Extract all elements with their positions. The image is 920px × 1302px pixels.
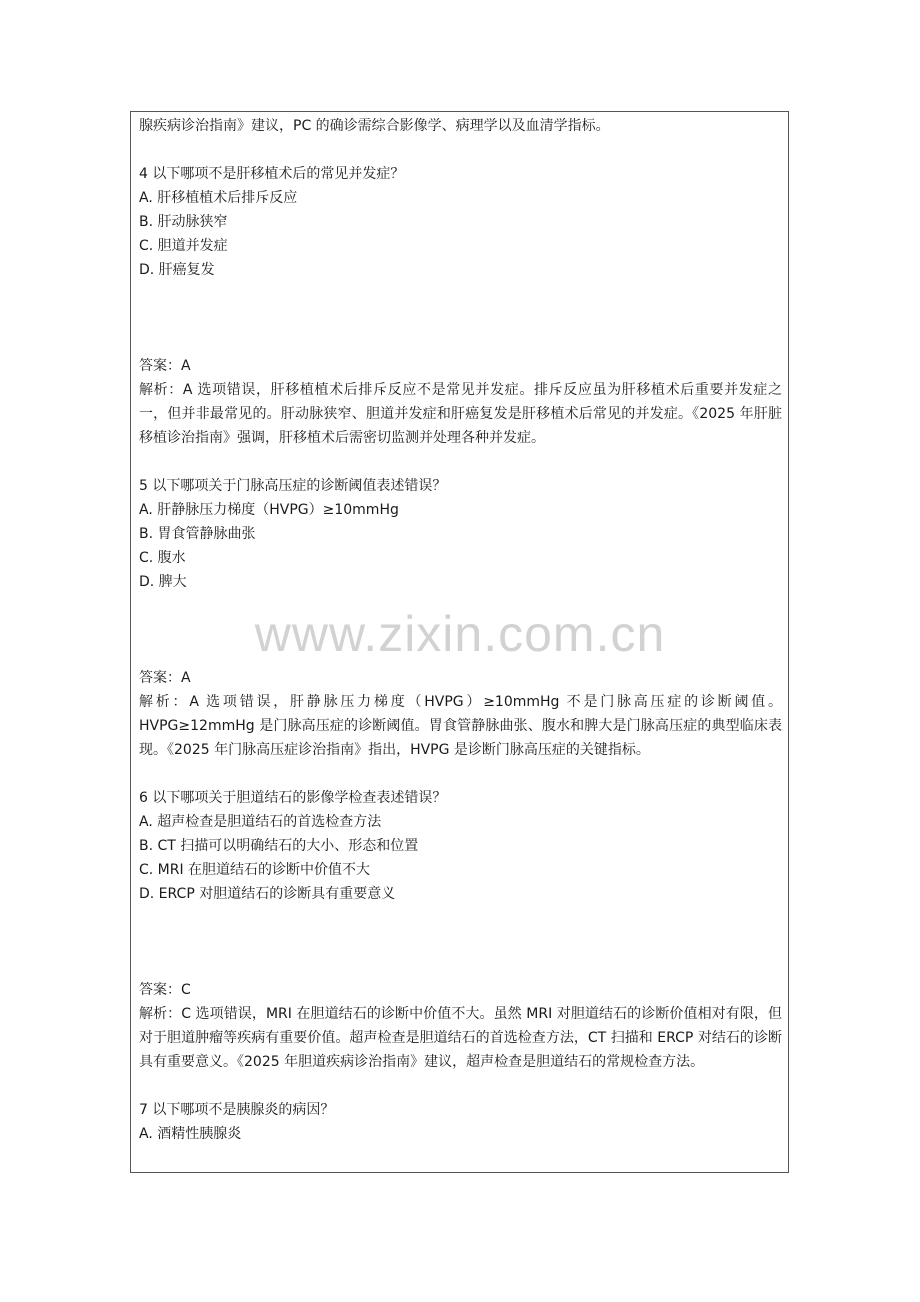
spacer (139, 594, 782, 666)
document-frame (130, 111, 789, 1173)
question-block (139, 786, 782, 1074)
option-d: D. 脾大 (139, 574, 187, 590)
intro-tail-text: 腺疾病诊治指南》建议，PC 的确诊需综合影像学、病理学以及血清学指标。 (139, 118, 610, 134)
option-d: D. 肝癌复发 (139, 262, 215, 278)
answer-text: 答案：A (139, 670, 191, 686)
option-c: C. 腹水 (139, 550, 186, 566)
analysis-text: 解析：A 选项错误，肝静脉压力梯度（HVPG）≥10mmHg 不是门脉高压症的诊断阈值。HVPG≥12mmHg 是门脉高压症的诊断阈值。胃食管静脉曲张、腹水和脾大是门脉高压症的典型临床表现。《2025 年门脉高压症诊治指南》指出，HVPG 是诊断门脉高压症的关键指标。 (139, 694, 782, 758)
question-stem: 7 以下哪项不是胰腺炎的病因？ (139, 1102, 335, 1118)
option-a: A. 肝移植植术后排斥反应 (139, 190, 298, 206)
option-b: B. 胃食管静脉曲张 (139, 526, 256, 542)
question-stem: 5 以下哪项关于门脉高压症的诊断阈值表述错误？ (139, 478, 447, 494)
question-block (139, 474, 782, 762)
document-content (139, 114, 782, 1146)
option-d: D. ERCP 对胆道结石的诊断具有重要意义 (139, 886, 396, 902)
option-b: B. CT 扫描可以明确结石的大小、形态和位置 (139, 838, 419, 854)
analysis-text: 解析：C 选项错误，MRI 在胆道结石的诊断中价值不大。虽然 MRI 对胆道结石的诊断价值相对有限，但对于胆道肿瘤等疾病有重要价值。超声检查是胆道结石的首选检查方法，CT 扫描和 ERCP 对结石的诊断具有重要意义。《2025 年胆道疾病诊治指南》建议，超声检查是胆道结石的常规检查方法。 (139, 1006, 782, 1070)
spacer (139, 282, 782, 354)
question-stem: 6 以下哪项关于胆道结石的影像学检查表述错误？ (139, 790, 447, 806)
answer-text: 答案：A (139, 358, 191, 374)
question-block (139, 162, 782, 450)
answer-text: 答案：C (139, 982, 191, 998)
option-c: C. 胆道并发症 (139, 238, 228, 254)
analysis-text: 解析：A 选项错误，肝移植植术后排斥反应不是常见并发症。排斥反应虽为肝移植术后重要并发症之一，但并非最常见的。肝动脉狭窄、胆道并发症和肝癌复发是肝移植术后常见的并发症。《2025 年肝脏移植诊治指南》强调，肝移植术后需密切监测并处理各种并发症。 (139, 382, 782, 446)
option-a: A. 超声检查是胆道结石的首选检查方法 (139, 814, 382, 830)
spacer (139, 906, 782, 978)
spacer (139, 138, 782, 162)
option-a: A. 肝静脉压力梯度（HVPG）≥10mmHg (139, 502, 399, 518)
spacer (139, 1074, 782, 1098)
watermark-text: www.zixin.com.cn (254, 606, 666, 662)
option-a: A. 酒精性胰腺炎 (139, 1126, 242, 1142)
spacer (139, 762, 782, 786)
option-c: C. MRI 在胆道结石的诊断中价值不大 (139, 862, 371, 878)
option-b: B. 肝动脉狭窄 (139, 214, 228, 230)
spacer (139, 450, 782, 474)
question-stem: 4 以下哪项不是肝移植术后的常见并发症？ (139, 166, 405, 182)
question-block (139, 1098, 782, 1146)
